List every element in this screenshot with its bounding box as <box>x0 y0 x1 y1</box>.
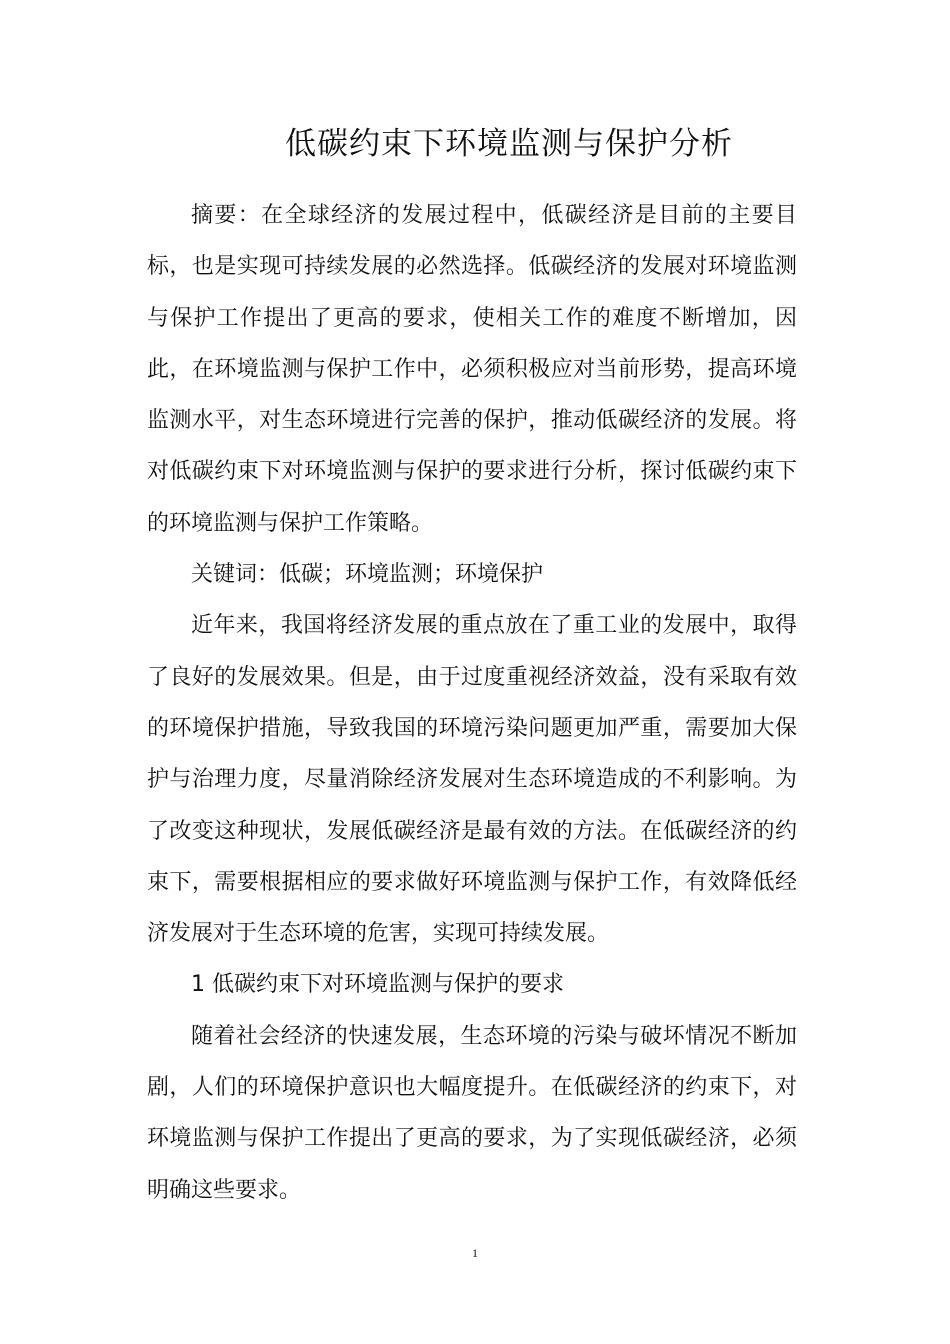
section-heading: 1 低碳约束下对环境监测与保护的要求 <box>191 972 564 998</box>
introduction-paragraph: 近年来，我国将经济发展的重点放在了重工业的发展中，取得了良好的发展效果。但是，由于过度重视经济效益，没有采取有效的环境保护措施，导致我国的环境污染问题更加严重，需要加大保护与治理力度，尽量消除经济发展对生态环境造成的不利影响。为了改变这种现状，发展低碳经济是最有效的方法。在低碳经济的约束下，需要根据相应的要求做好环境监测与保护工作，有效降低经济发展对于生态环境的危害，实现可持续发展。 <box>147 613 797 947</box>
abstract-paragraph: 摘要：在全球经济的发展过程中，低碳经济是目前的主要目标，也是实现可持续发展的必然选择。低碳经济的发展对环境监测与保护工作提出了更高的要求，使相关工作的难度不断增加，因此，在环境监测与保护工作中，必须积极应对当前形势，提高环境监测水平，对生态环境进行完善的保护，推动低碳经济的发展。将对低碳约束下对环境监测与保护的要求进行分析，探讨低碳约束下的环境监测与保护工作策略。 <box>147 203 797 536</box>
document-body <box>147 190 797 1216</box>
keywords-paragraph: 关键词：低碳；环境监测；环境保护 <box>191 562 544 588</box>
page-number: 1 <box>472 1246 478 1260</box>
section-paragraph: 随着社会经济的快速发展，生态环境的污染与破坏情况不断加剧，人们的环境保护意识也大幅度提升。在低碳经济的约束下，对环境监测与保护工作提出了更高的要求，为了实现低碳经济，必须明确这些要求。 <box>147 1023 797 1203</box>
document-title: 低碳约束下环境监测与保护分析 <box>285 126 733 162</box>
